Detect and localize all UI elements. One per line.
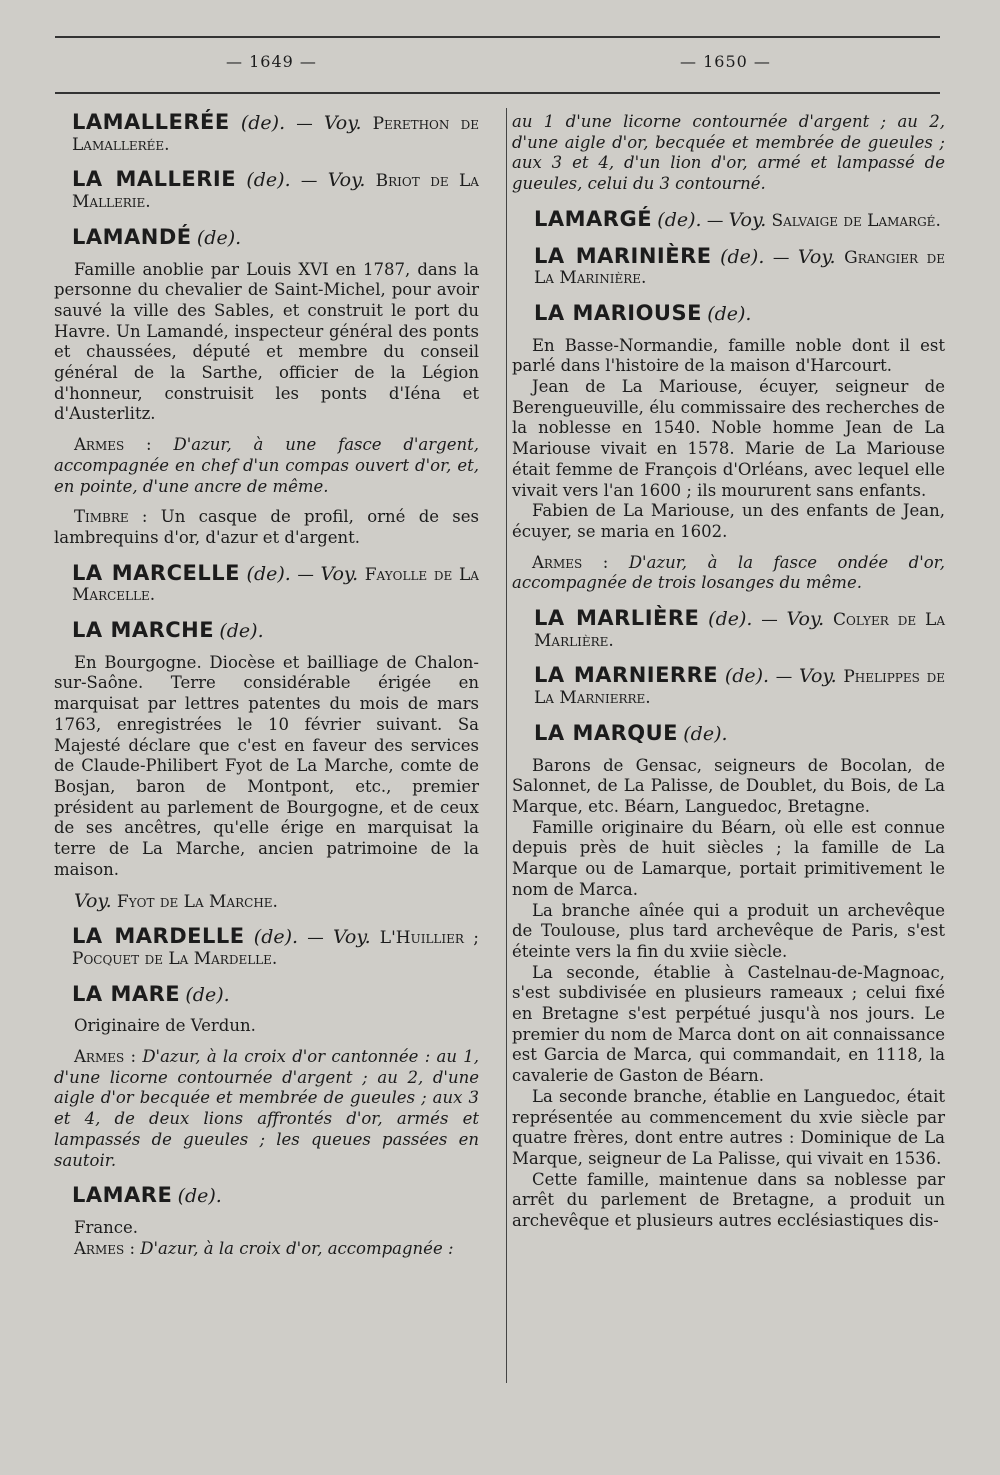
armes-label: Armes : <box>74 1047 137 1067</box>
entry-separator: — <box>772 247 790 267</box>
entry-name: LA MARLIÈRE <box>534 606 700 631</box>
arms-description <box>54 435 479 497</box>
page-number-right: — 1650 — <box>680 52 771 71</box>
entry-particle: (de). <box>196 226 242 249</box>
entry-la-mariniere <box>534 243 946 289</box>
entry-separator: — <box>307 928 324 948</box>
cross-reference: Fyot de La Marche. <box>116 891 278 912</box>
entry-name: LAMARGÉ <box>534 206 653 231</box>
voy-label: Voy. <box>332 926 371 949</box>
voy-label: Voy. <box>798 665 837 688</box>
entry-paragraph: Famille originaire du Béarn, où elle est connue depuis près de huit siècles ; la famille de La Marque ou de Lamarque, portait primitivement le nom de Marca. <box>512 817 945 899</box>
entry-paragraph: Fabien de La Mariouse, un des enfants de Jean, écuyer, se maria en 1602. <box>512 501 945 541</box>
voy-label: Voy. <box>327 169 366 192</box>
entry-name: LA MARQUE <box>534 720 679 745</box>
entry-particle: (de). <box>253 926 299 949</box>
cross-reference: Grangier de La Marinière. <box>534 247 946 289</box>
continuation-text: au 1 d'une licorne contournée d'argent ; au 2, d'une aigle d'or, becquée et membrée de gueules ; aux 3 et 4, d'un lion d'or, armé et lampassé de gueules, celui du 3 contourné. <box>512 112 945 194</box>
right-column <box>512 112 945 1246</box>
entry-separator: — <box>775 667 793 687</box>
entry-separator: — <box>297 564 314 584</box>
column-divider <box>506 108 507 1383</box>
entry-paragraph: Barons de Gensac, seigneurs de Bocolan, de Salonnet, de La Palisse, de Doublet, du Bois, de La Marque, etc. Béarn, Languedoc, Bretagne. <box>512 755 945 816</box>
entry-la-mallerie <box>72 169 479 212</box>
armes-label: Armes : <box>74 1238 136 1258</box>
voy-label: Voy. <box>323 112 362 134</box>
entry-separator: — <box>761 610 778 630</box>
voy-label: Voy. <box>797 245 836 268</box>
arms-description <box>54 1047 479 1171</box>
entry-particle: (de). <box>240 112 286 134</box>
armes-label: Armes : <box>74 435 152 455</box>
entry-particle: (de). <box>219 620 264 643</box>
entry-text: Originaire de Verdun. <box>74 1016 256 1036</box>
top-rule <box>55 36 940 38</box>
entry-lamande <box>54 224 480 549</box>
entry-text: Famille anoblie par Louis XVI en 1787, dans la personne du chevalier de Saint-Michel, pour avoir sauvé la ville des Sables, et construit le port du Havre. Un Lamandé, inspecteur général des ponts et chaussées, député et membre du conseil général de la Sarthe, officier de la Légion d'honneur, construisit les ponts d'Iéna et d'Austerlitz. <box>54 259 479 424</box>
voy-label: Voy. <box>74 889 112 912</box>
entry-name: LA MALLERIE <box>72 167 237 192</box>
entry-name: LA MARDELLE <box>72 924 245 949</box>
entry-la-mare <box>54 981 479 1172</box>
entry-particle: (de). <box>683 722 728 745</box>
cross-reference: L'Huillier ; Pocquet de La Mardelle. <box>72 928 479 969</box>
entry-la-mardelle <box>72 926 479 969</box>
entry-name: LAMANDÉ <box>72 224 192 249</box>
entry-la-marque <box>512 720 945 1232</box>
cross-reference: Fayolle de La Marcelle. <box>72 564 479 606</box>
entry-lamare <box>54 1185 479 1259</box>
header-rule <box>55 92 940 94</box>
armes-text: D'azur, à la croix d'or, accompagnée : <box>140 1238 454 1258</box>
entry-name: LA MARINIÈRE <box>534 243 712 268</box>
arms-description <box>54 1239 479 1260</box>
entry-name: LA MARE <box>72 981 181 1006</box>
entry-lamalleree <box>72 112 479 155</box>
entry-particle: (de). <box>246 169 291 192</box>
arms-description <box>512 553 945 594</box>
armes-text: D'azur, à la croix d'or cantonnée : au 1, d'une licorne contournée d'argent ; au 2, d'une aigle d'or becquée et membrée de gueules ; aux 3 et 4, de deux lions affrontés d'or, armés et lampassés de gueules ; les queues passées en sautoir. <box>54 1047 479 1170</box>
entry-paragraph: Cette famille, maintenue dans sa noblesse par arrêt du parlement de Bretagne, a produit un archevêque et plusieurs autres ecclésiastiques dis- <box>512 1169 945 1231</box>
entry-particle: (de). <box>707 302 752 325</box>
entry-text: En Bourgogne. Diocèse et bailliage de Chalon-sur-Saône. Terre considérable érigée en marquisat par lettres patentes du mois de mars 1763, enregistrées le 10 février suivant. Sa Majesté déclare que c'est en faveur des services de Claude-Philibert Fyot de La Marche, comte de Bosjan, baron de Montpont, etc., premier président au parlement de Bourgogne, et de ceux de ses ancêtres, qu'elle érige en marquisat la terre de La Marche, ancien patrimoine de la maison. <box>54 652 479 879</box>
timbre-label: Timbre : <box>74 507 148 527</box>
entry-paragraph: La seconde, établie à Castelnau-de-Magnoac, s'est subdivisée en plusieurs rameaux ; celui fixé en Bretagne s'est perpétué jusqu'à nos jours. Le premier du nom de Marca dont on ait connaissance est Garcia de Marca, qui commandait, en 1118, la cavalerie de Gaston de Béarn. <box>512 962 945 1086</box>
entry-la-marnierre <box>534 665 945 708</box>
cross-reference: Salvaige de Lamargé. <box>771 210 941 231</box>
cross-reference: Colyer de La Marlière. <box>534 610 946 651</box>
page-number-left: — 1649 — <box>226 52 317 71</box>
entry-name: LA MARCELLE <box>72 560 240 585</box>
entry-separator: — <box>296 114 313 133</box>
entry-particle: (de). <box>708 608 753 631</box>
cross-reference: Briot de La Mallerie. <box>72 171 479 213</box>
entry-paragraph: En Basse-Normandie, famille noble dont il est parlé dans l'histoire de la maison d'Harcourt. <box>512 335 945 376</box>
armes-text: D'azur, à la fasce ondée d'or, accompagnée de trois losanges du même. <box>512 552 945 593</box>
left-column <box>54 112 479 1273</box>
entry-separator: — <box>300 171 318 191</box>
entry-separator: — <box>706 210 724 230</box>
entry-name: LAMARE <box>72 1183 173 1208</box>
entry-name: LA MARIOUSE <box>534 300 702 325</box>
see-also <box>54 891 479 913</box>
voy-label: Voy. <box>786 608 825 631</box>
cross-reference: Perethon de Lamallerée. <box>72 114 480 155</box>
entry-name: LA MARNIERRE <box>534 663 719 688</box>
entry-paragraph: La seconde branche, établie en Languedoc, était représentée au commencement du xvie siècle par quatre frères, dont entre autres : Dominique de La Marque, seigneur de La Palisse, qui vivait en 1536. <box>512 1086 945 1168</box>
armes-label: Armes : <box>532 552 609 572</box>
entry-particle: (de). <box>177 1185 222 1208</box>
entry-paragraph: Jean de La Mariouse, écuyer, seigneur de Berengueuville, élu commissaire des recherches de la noblesse en 1540. Noble homme Jean de La Mariouse vivait en 1578. Marie de La Mariouse était femme de François d'Orléans, avec lequel elle vivait vers l'an 1600 ; ils moururent sans enfants. <box>512 377 945 500</box>
entry-la-marliere <box>534 608 945 651</box>
entry-particle: (de). <box>185 983 230 1006</box>
entry-particle: (de). <box>246 562 291 585</box>
entry-la-mariouse <box>512 300 945 594</box>
entry-particle: (de). <box>657 208 702 231</box>
entry-particle: (de). <box>724 665 770 688</box>
arms-continuation <box>512 112 945 195</box>
entry-paragraph: La branche aînée qui a produit un archevêque de Toulouse, plus tard archevêque de Paris, s'est éteinte vers la fin du xviie siècle. <box>512 900 945 961</box>
timbre-text: Un casque de profil, orné de ses lambrequins d'or, d'azur et d'argent. <box>54 507 480 547</box>
entry-lamarge <box>534 206 945 232</box>
entry-name: LAMALLERÉE <box>72 110 230 134</box>
voy-label: Voy. <box>728 208 767 231</box>
armes-text: D'azur, à une fasce d'argent, accompagnée en chef d'un compas ouvert d'or, et, en pointe, d'une ancre de même. <box>54 435 479 496</box>
entry-la-marche <box>54 620 479 912</box>
entry-text: France. <box>74 1217 139 1237</box>
entry-la-marcelle <box>72 560 479 606</box>
entry-particle: (de). <box>720 245 765 268</box>
voy-label: Voy. <box>320 562 359 585</box>
cross-reference: Phelippes de La Marnierre. <box>534 667 946 709</box>
timbre-description <box>54 507 479 548</box>
entry-name: LA MARCHE <box>72 618 215 643</box>
